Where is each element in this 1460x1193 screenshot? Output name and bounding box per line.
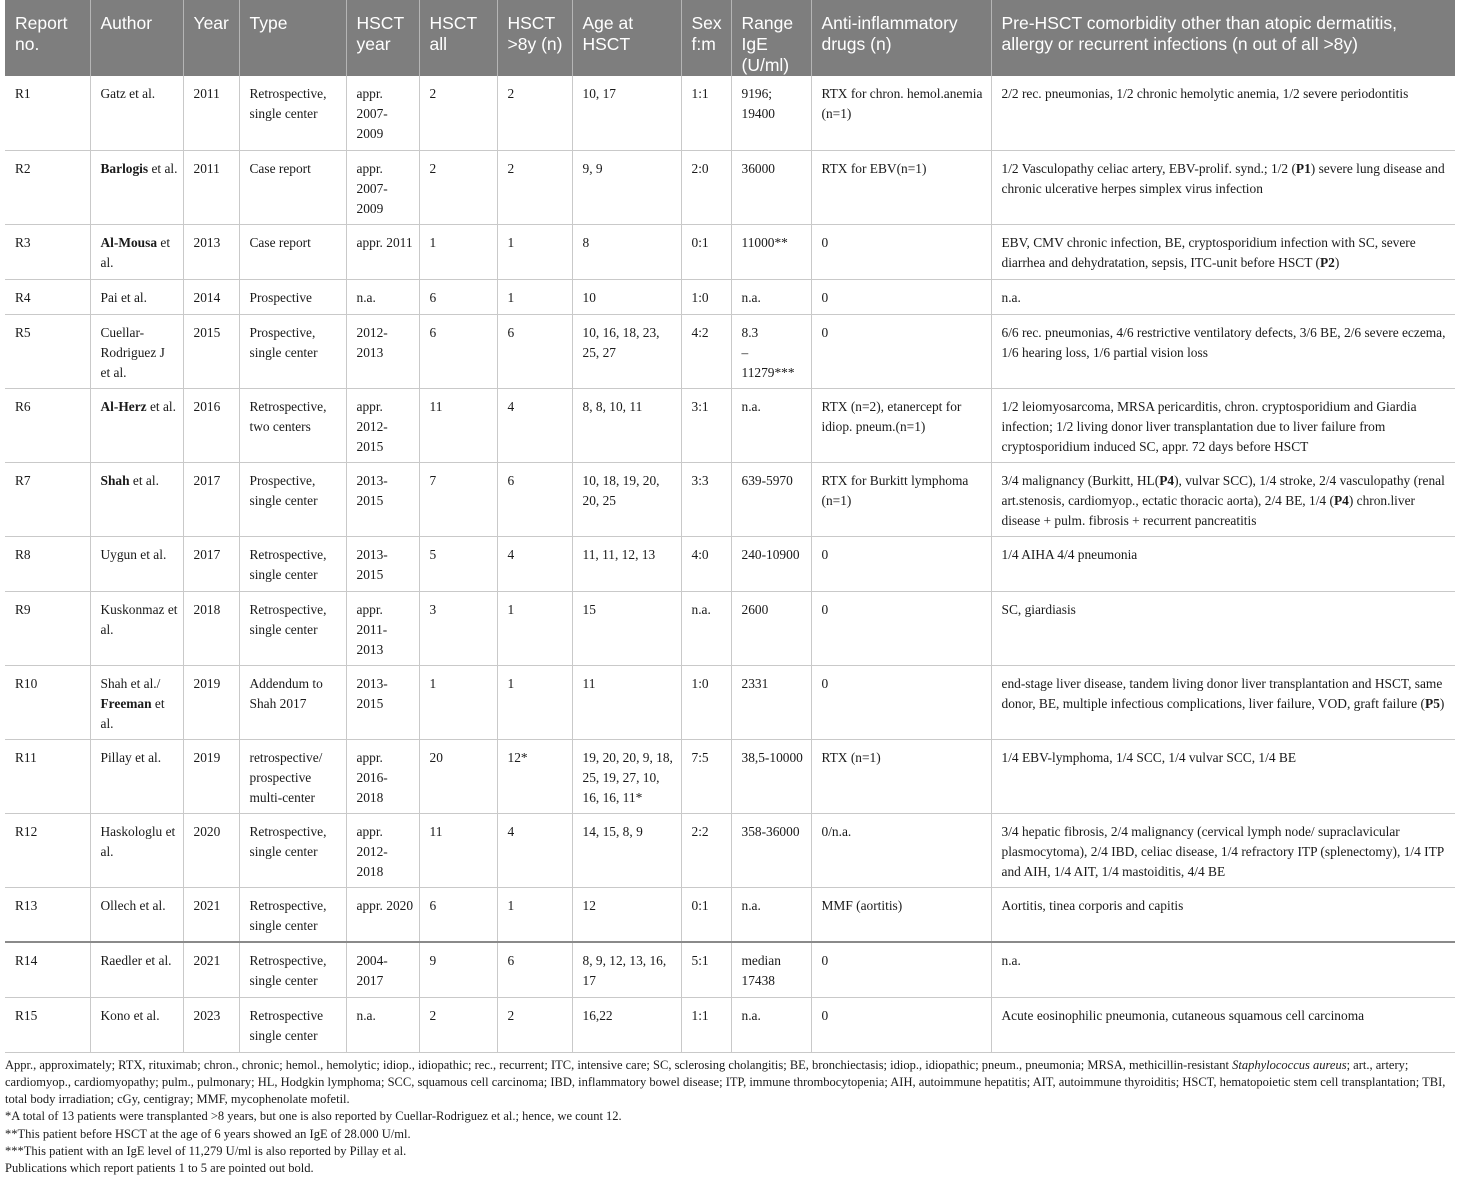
- cell-drugs: RTX (n=2), etanercept for idiop. pneum.(n=1): [811, 388, 991, 462]
- cell-type: Retrospective, single center: [239, 536, 346, 591]
- cell-author: Gatz et al.: [90, 76, 183, 150]
- cell-hsct-all: 2: [419, 76, 497, 150]
- cell-hsct-all: 11: [419, 388, 497, 462]
- cell-ige: 358-36000: [731, 813, 811, 887]
- patient-label: P2: [1319, 254, 1335, 270]
- cell-type: Addendum to Shah 2017: [239, 665, 346, 739]
- cell-ige: n.a.: [731, 388, 811, 462]
- cell-type: Prospective, single center: [239, 462, 346, 536]
- cell-comorbidity: 2/2 rec. pneumonias, 1/2 chronic hemolytic anemia, 1/2 severe periodontitis: [991, 76, 1455, 150]
- patient-label: P4: [1333, 492, 1349, 508]
- cell-author: [90, 462, 183, 536]
- author-plain: Shah et al./: [100, 675, 161, 691]
- cell-year: 2015: [183, 314, 239, 388]
- cell-type: Retrospective, single center: [239, 591, 346, 665]
- comorbidity-text: end-stage liver disease, tandem living donor liver transplantation and HSCT, same donor, BE, multiple infectious complications, liver failure, VOD, graft failure (: [1001, 675, 1443, 711]
- cell-author: Uygun et al.: [90, 536, 183, 591]
- cell-author: [90, 150, 183, 224]
- cell-hsct-over8: 6: [497, 462, 572, 536]
- cell-age: 8, 8, 10, 11: [572, 388, 681, 462]
- abbreviations-text: Appr., approximately; RTX, rituximab; chron., chronic; hemol., hemolytic; idiop., idiopathic; rec., recurrent; ITC, intensive care; SC, sclerosing cholangitis; BE, bronchiectasis; idiop., idiopathic; pneum., pneumonia; MRSA, methicillin-resistant: [5, 1057, 1233, 1072]
- cell-age: 11: [572, 665, 681, 739]
- cell-report-no: R4: [5, 279, 90, 314]
- cell-drugs: 0: [811, 665, 991, 739]
- cell-sex: 3:3: [681, 462, 731, 536]
- cell-report-no: R7: [5, 462, 90, 536]
- cell-report-no: R13: [5, 887, 90, 942]
- cell-type: Prospective, single center: [239, 314, 346, 388]
- author-bold: Barlogis: [100, 160, 149, 176]
- cell-hsct-year: appr. 2007-2009: [346, 150, 419, 224]
- cell-year: 2020: [183, 813, 239, 887]
- cell-sex: 3:1: [681, 388, 731, 462]
- cell-type: Prospective: [239, 279, 346, 314]
- cell-hsct-over8: 6: [497, 314, 572, 388]
- cell-hsct-year: appr. 2012-2018: [346, 813, 419, 887]
- author-bold: Al-Mousa: [100, 234, 158, 250]
- cell-ige: n.a.: [731, 887, 811, 942]
- table-row: [5, 942, 1455, 997]
- table-row: [5, 997, 1455, 1052]
- abbreviations-note: [5, 1057, 1451, 1109]
- cell-comorbidity: Aortitis, tinea corporis and capitis: [991, 887, 1455, 942]
- cell-year: 2019: [183, 665, 239, 739]
- cell-drugs: 0: [811, 536, 991, 591]
- cell-hsct-all: 2: [419, 150, 497, 224]
- footnote-double-star: **This patient before HSCT at the age of 6 years showed an IgE of 28.000 U/ml.: [5, 1126, 411, 1141]
- cell-author: Ollech et al.: [90, 887, 183, 942]
- cell-hsct-all: 7: [419, 462, 497, 536]
- cell-sex: 2:0: [681, 150, 731, 224]
- header-comorbidity: Pre-HSCT comorbidity other than atopic dermatitis, allergy or recurrent infections (n out of all >8y): [991, 0, 1455, 76]
- cell-hsct-over8: 1: [497, 224, 572, 279]
- table-row: [5, 150, 1455, 224]
- header-hsct-over8: HSCT >8y (n): [497, 0, 572, 76]
- cell-ige: 240-10900: [731, 536, 811, 591]
- cell-type: Retrospective, two centers: [239, 388, 346, 462]
- patient-label: P4: [1159, 472, 1175, 488]
- cell-author: Cuellar-Rodriguez J et al.: [90, 314, 183, 388]
- cell-hsct-over8: 6: [497, 942, 572, 997]
- cell-hsct-all: 1: [419, 665, 497, 739]
- cell-type: Case report: [239, 150, 346, 224]
- cell-hsct-over8: 1: [497, 591, 572, 665]
- cell-hsct-all: 1: [419, 224, 497, 279]
- cell-report-no: R9: [5, 591, 90, 665]
- cell-hsct-year: appr. 2016-2018: [346, 739, 419, 813]
- cell-drugs: RTX for Burkitt lymphoma (n=1): [811, 462, 991, 536]
- table-row: [5, 591, 1455, 665]
- cell-hsct-over8: 12*: [497, 739, 572, 813]
- ige-low: 8.3: [741, 324, 759, 340]
- header-ige: Range IgE (U/ml): [731, 0, 811, 76]
- header-hsct-all: HSCT all: [419, 0, 497, 76]
- cell-sex: 0:1: [681, 887, 731, 942]
- cell-type: Retrospective, single center: [239, 887, 346, 942]
- cell-report-no: R2: [5, 150, 90, 224]
- cell-age: 8: [572, 224, 681, 279]
- cell-comorbidity: [991, 150, 1455, 224]
- author-rest: et al.: [148, 160, 178, 176]
- abbreviations-text: ; art., artery; cardiomyop., cardiomyopathy; pulm., pulmonary; HL, Hodgkin lymphoma; SCC, squamous cell carcinoma; IBD, inflammatory bowel disease; ITP, immune thrombocytopenia; AIH, autoimmune hepatitis; AIT, autoimmune thyroiditis; HSCT, hematopoietic stem cell transplantation; TBI, total body irradiation; cGy, centigray; MMF, mycophenolate mofetil.: [5, 1057, 1446, 1107]
- author-rest: et al.: [146, 398, 176, 414]
- cell-hsct-year: 2013-2015: [346, 462, 419, 536]
- cell-report-no: R12: [5, 813, 90, 887]
- cell-hsct-year: appr. 2007-2009: [346, 76, 419, 150]
- cell-hsct-over8: 2: [497, 997, 572, 1052]
- cell-year: 2018: [183, 591, 239, 665]
- table-row: [5, 224, 1455, 279]
- cell-type: Retrospective, single center: [239, 942, 346, 997]
- cell-ige: 11000**: [731, 224, 811, 279]
- cell-ige: median 17438: [731, 942, 811, 997]
- comorbidity-text: 3/4 malignancy (Burkitt, HL(: [1001, 472, 1160, 488]
- cell-hsct-over8: 2: [497, 76, 572, 150]
- cell-hsct-all: 2: [419, 997, 497, 1052]
- cell-author: Kuskonmaz et al.: [90, 591, 183, 665]
- cell-sex: 1:1: [681, 76, 731, 150]
- cell-drugs: 0: [811, 591, 991, 665]
- cell-author: [90, 388, 183, 462]
- cell-comorbidity: [991, 665, 1455, 739]
- cell-author: Kono et al.: [90, 997, 183, 1052]
- cell-year: 2023: [183, 997, 239, 1052]
- header-age: Age at HSCT: [572, 0, 681, 76]
- cell-age: 9, 9: [572, 150, 681, 224]
- cell-age: 10: [572, 279, 681, 314]
- table-row: [5, 887, 1455, 942]
- header-type: Type: [239, 0, 346, 76]
- footnote-triple-star: ***This patient with an IgE level of 11,279 U/ml is also reported by Pillay et al.: [5, 1143, 407, 1158]
- cell-age: 10, 16, 18, 23, 25, 27: [572, 314, 681, 388]
- cell-year: 2017: [183, 462, 239, 536]
- table-row: [5, 536, 1455, 591]
- cell-age: 16,22: [572, 997, 681, 1052]
- cell-hsct-year: appr. 2011-2013: [346, 591, 419, 665]
- cell-age: 14, 15, 8, 9: [572, 813, 681, 887]
- cell-hsct-all: 11: [419, 813, 497, 887]
- cell-comorbidity: 1/4 EBV-lymphoma, 1/4 SCC, 1/4 vulvar SCC, 1/4 BE: [991, 739, 1455, 813]
- table-footnotes: [5, 1057, 1455, 1178]
- cell-hsct-year: 2013-2015: [346, 665, 419, 739]
- cell-drugs: 0: [811, 997, 991, 1052]
- table-row: [5, 279, 1455, 314]
- author-bold: Shah: [100, 472, 130, 488]
- cell-report-no: R11: [5, 739, 90, 813]
- cell-hsct-year: 2012-2013: [346, 314, 419, 388]
- cell-hsct-over8: 4: [497, 813, 572, 887]
- cell-type: Retrospective, single center: [239, 813, 346, 887]
- table-row: [5, 314, 1455, 388]
- comorbidity-text: EBV, CMV chronic infection, BE, cryptosporidium infection with SC, severe diarrhea and dehydratation, sepsis, ITC-unit before HSCT (: [1001, 234, 1416, 270]
- cell-year: 2013: [183, 224, 239, 279]
- cell-hsct-all: 6: [419, 279, 497, 314]
- cell-hsct-year: appr. 2012-2015: [346, 388, 419, 462]
- header-sex: Sex f:m: [681, 0, 731, 76]
- cell-author: Raedler et al.: [90, 942, 183, 997]
- cell-comorbidity: n.a.: [991, 279, 1455, 314]
- cell-comorbidity: [991, 462, 1455, 536]
- cell-author: Haskologlu et al.: [90, 813, 183, 887]
- table-row: [5, 76, 1455, 150]
- cell-drugs: 0: [811, 942, 991, 997]
- cell-hsct-year: n.a.: [346, 997, 419, 1052]
- cell-hsct-all: 5: [419, 536, 497, 591]
- header-year: Year: [183, 0, 239, 76]
- cell-drugs: RTX for EBV(n=1): [811, 150, 991, 224]
- cell-ige: 9196; 19400: [731, 76, 811, 150]
- cell-report-no: R6: [5, 388, 90, 462]
- table-row: [5, 388, 1455, 462]
- cell-report-no: R15: [5, 997, 90, 1052]
- cell-hsct-over8: 1: [497, 279, 572, 314]
- cell-ige: 36000: [731, 150, 811, 224]
- header-row: [5, 0, 1455, 76]
- ige-dash: –: [741, 344, 749, 360]
- cell-comorbidity: n.a.: [991, 942, 1455, 997]
- footnote-single-star: *A total of 13 patients were transplanted >8 years, but one is also reported by Cuellar-Rodriguez et al.; hence, we count 12.: [5, 1109, 622, 1124]
- comorbidity-text: ): [1334, 254, 1340, 270]
- cell-ige: n.a.: [731, 279, 811, 314]
- cell-age: 11, 11, 12, 13: [572, 536, 681, 591]
- cell-year: 2017: [183, 536, 239, 591]
- cell-age: 12: [572, 887, 681, 942]
- comorbidity-text: ) chron.liver disease + pulm. fibrosis + recurrent pancreatitis: [1001, 492, 1415, 528]
- cell-sex: 4:0: [681, 536, 731, 591]
- cell-hsct-over8: 4: [497, 388, 572, 462]
- cell-hsct-over8: 1: [497, 665, 572, 739]
- cell-age: 10, 18, 19, 20, 20, 25: [572, 462, 681, 536]
- author-rest: et al.: [129, 472, 159, 488]
- cell-comorbidity: 3/4 hepatic fibrosis, 2/4 malignancy (cervical lymph node/ supraclavicular plasmocytoma), 2/4 IBD, celiac disease, 1/4 refractory ITP (splenectomy), 1/4 ITP and AIH, 1/4 AIT, 1/4 mastoiditis, 4/4 BE: [991, 813, 1455, 887]
- abbreviations-italic: Staphylococcus aureus: [1232, 1057, 1347, 1072]
- cell-comorbidity: 1/2 leiomyosarcoma, MRSA pericarditis, chron. cryptosporidium and Giardia infection; 1/2 living donor liver transplantation due to liver failure from cryptosporidium induced SC, appr. 72 days before HSCT: [991, 388, 1455, 462]
- cell-sex: 2:2: [681, 813, 731, 887]
- comorbidity-text: ), vulvar SCC), 1/4 stroke, 2/4 vasculopathy (renal art.stenosis, cardiomyop., ectatic thoracic aorta), 2/4 BE, 1/4 (: [1001, 472, 1445, 508]
- comorbidity-text: ): [1439, 695, 1445, 711]
- cell-comorbidity: SC, giardiasis: [991, 591, 1455, 665]
- cell-age: 19, 20, 20, 9, 18, 25, 19, 27, 10, 16, 16, 11*: [572, 739, 681, 813]
- header-author: Author: [90, 0, 183, 76]
- cell-drugs: 0: [811, 224, 991, 279]
- cell-year: 2016: [183, 388, 239, 462]
- cell-hsct-year: appr. 2011: [346, 224, 419, 279]
- cell-year: 2014: [183, 279, 239, 314]
- cell-report-no: R14: [5, 942, 90, 997]
- header-report-no: Report no.: [5, 0, 90, 76]
- cell-ige: n.a.: [731, 997, 811, 1052]
- cell-ige: 2331: [731, 665, 811, 739]
- cell-drugs: MMF (aortitis): [811, 887, 991, 942]
- comorbidity-text: ) severe lung disease and chronic ulcerative herpes simplex virus infection: [1001, 160, 1445, 196]
- cell-report-no: R1: [5, 76, 90, 150]
- cell-sex: 5:1: [681, 942, 731, 997]
- table-row: [5, 813, 1455, 887]
- cell-ige: 2600: [731, 591, 811, 665]
- cell-sex: 7:5: [681, 739, 731, 813]
- cell-hsct-year: n.a.: [346, 279, 419, 314]
- cell-ige: 38,5-10000: [731, 739, 811, 813]
- cell-sex: 4:2: [681, 314, 731, 388]
- cell-hsct-all: 9: [419, 942, 497, 997]
- cell-hsct-over8: 4: [497, 536, 572, 591]
- cell-drugs: 0: [811, 314, 991, 388]
- cell-year: 2011: [183, 150, 239, 224]
- hsct-table: [5, 0, 1455, 1053]
- cell-age: 10, 17: [572, 76, 681, 150]
- table-container: [5, 0, 1455, 1178]
- cell-year: 2021: [183, 887, 239, 942]
- cell-ige: 639-5970: [731, 462, 811, 536]
- table-row: [5, 462, 1455, 536]
- cell-comorbidity: 1/4 AIHA 4/4 pneumonia: [991, 536, 1455, 591]
- cell-report-no: R5: [5, 314, 90, 388]
- header-drugs: Anti-inflammatory drugs (n): [811, 0, 991, 76]
- cell-sex: 1:0: [681, 665, 731, 739]
- cell-type: Case report: [239, 224, 346, 279]
- cell-comorbidity: 6/6 rec. pneumonias, 4/6 restrictive ventilatory defects, 3/6 BE, 2/6 severe eczema, 1/6 hearing loss, 1/6 partial vision loss: [991, 314, 1455, 388]
- cell-sex: 0:1: [681, 224, 731, 279]
- cell-hsct-all: 3: [419, 591, 497, 665]
- cell-drugs: RTX for chron. hemol.anemia (n=1): [811, 76, 991, 150]
- cell-hsct-over8: 1: [497, 887, 572, 942]
- cell-sex: n.a.: [681, 591, 731, 665]
- cell-author: [90, 665, 183, 739]
- cell-comorbidity: Acute eosinophilic pneumonia, cutaneous squamous cell carcinoma: [991, 997, 1455, 1052]
- cell-report-no: R3: [5, 224, 90, 279]
- cell-author: Pai et al.: [90, 279, 183, 314]
- cell-hsct-all: 6: [419, 887, 497, 942]
- cell-author: Pillay et al.: [90, 739, 183, 813]
- cell-comorbidity: [991, 224, 1455, 279]
- cell-ige: [731, 314, 811, 388]
- cell-drugs: 0/n.a.: [811, 813, 991, 887]
- cell-drugs: 0: [811, 279, 991, 314]
- cell-sex: 1:0: [681, 279, 731, 314]
- cell-year: 2021: [183, 942, 239, 997]
- ige-high: 11279***: [741, 364, 795, 380]
- author-rest: et al.: [100, 234, 171, 270]
- cell-sex: 1:1: [681, 997, 731, 1052]
- cell-hsct-year: 2013-2015: [346, 536, 419, 591]
- cell-hsct-year: 2004-2017: [346, 942, 419, 997]
- cell-age: 15: [572, 591, 681, 665]
- patient-label: P5: [1425, 695, 1440, 711]
- cell-year: 2011: [183, 76, 239, 150]
- cell-hsct-all: 6: [419, 314, 497, 388]
- cell-type: Retrospective single center: [239, 997, 346, 1052]
- cell-drugs: RTX (n=1): [811, 739, 991, 813]
- table-row: [5, 739, 1455, 813]
- cell-type: retrospective/ prospective multi-center: [239, 739, 346, 813]
- comorbidity-text: 1/2 Vasculopathy celiac artery, EBV-prolif. synd.; 1/2 (: [1001, 160, 1296, 176]
- cell-age: 8, 9, 12, 13, 16, 17: [572, 942, 681, 997]
- cell-hsct-year: appr. 2020: [346, 887, 419, 942]
- cell-author: [90, 224, 183, 279]
- cell-report-no: R10: [5, 665, 90, 739]
- cell-hsct-over8: 2: [497, 150, 572, 224]
- author-bold: Freeman: [100, 695, 152, 711]
- author-rest: et al.: [100, 695, 165, 731]
- footnote-bold-note: Publications which report patients 1 to 5 are pointed out bold.: [5, 1161, 314, 1176]
- cell-report-no: R8: [5, 536, 90, 591]
- cell-type: Retrospective, single center: [239, 76, 346, 150]
- patient-label: P1: [1295, 160, 1311, 176]
- cell-hsct-all: 20: [419, 739, 497, 813]
- header-hsct-year: HSCT year: [346, 0, 419, 76]
- cell-year: 2019: [183, 739, 239, 813]
- table-row: [5, 665, 1455, 739]
- author-bold: Al-Herz: [100, 398, 147, 414]
